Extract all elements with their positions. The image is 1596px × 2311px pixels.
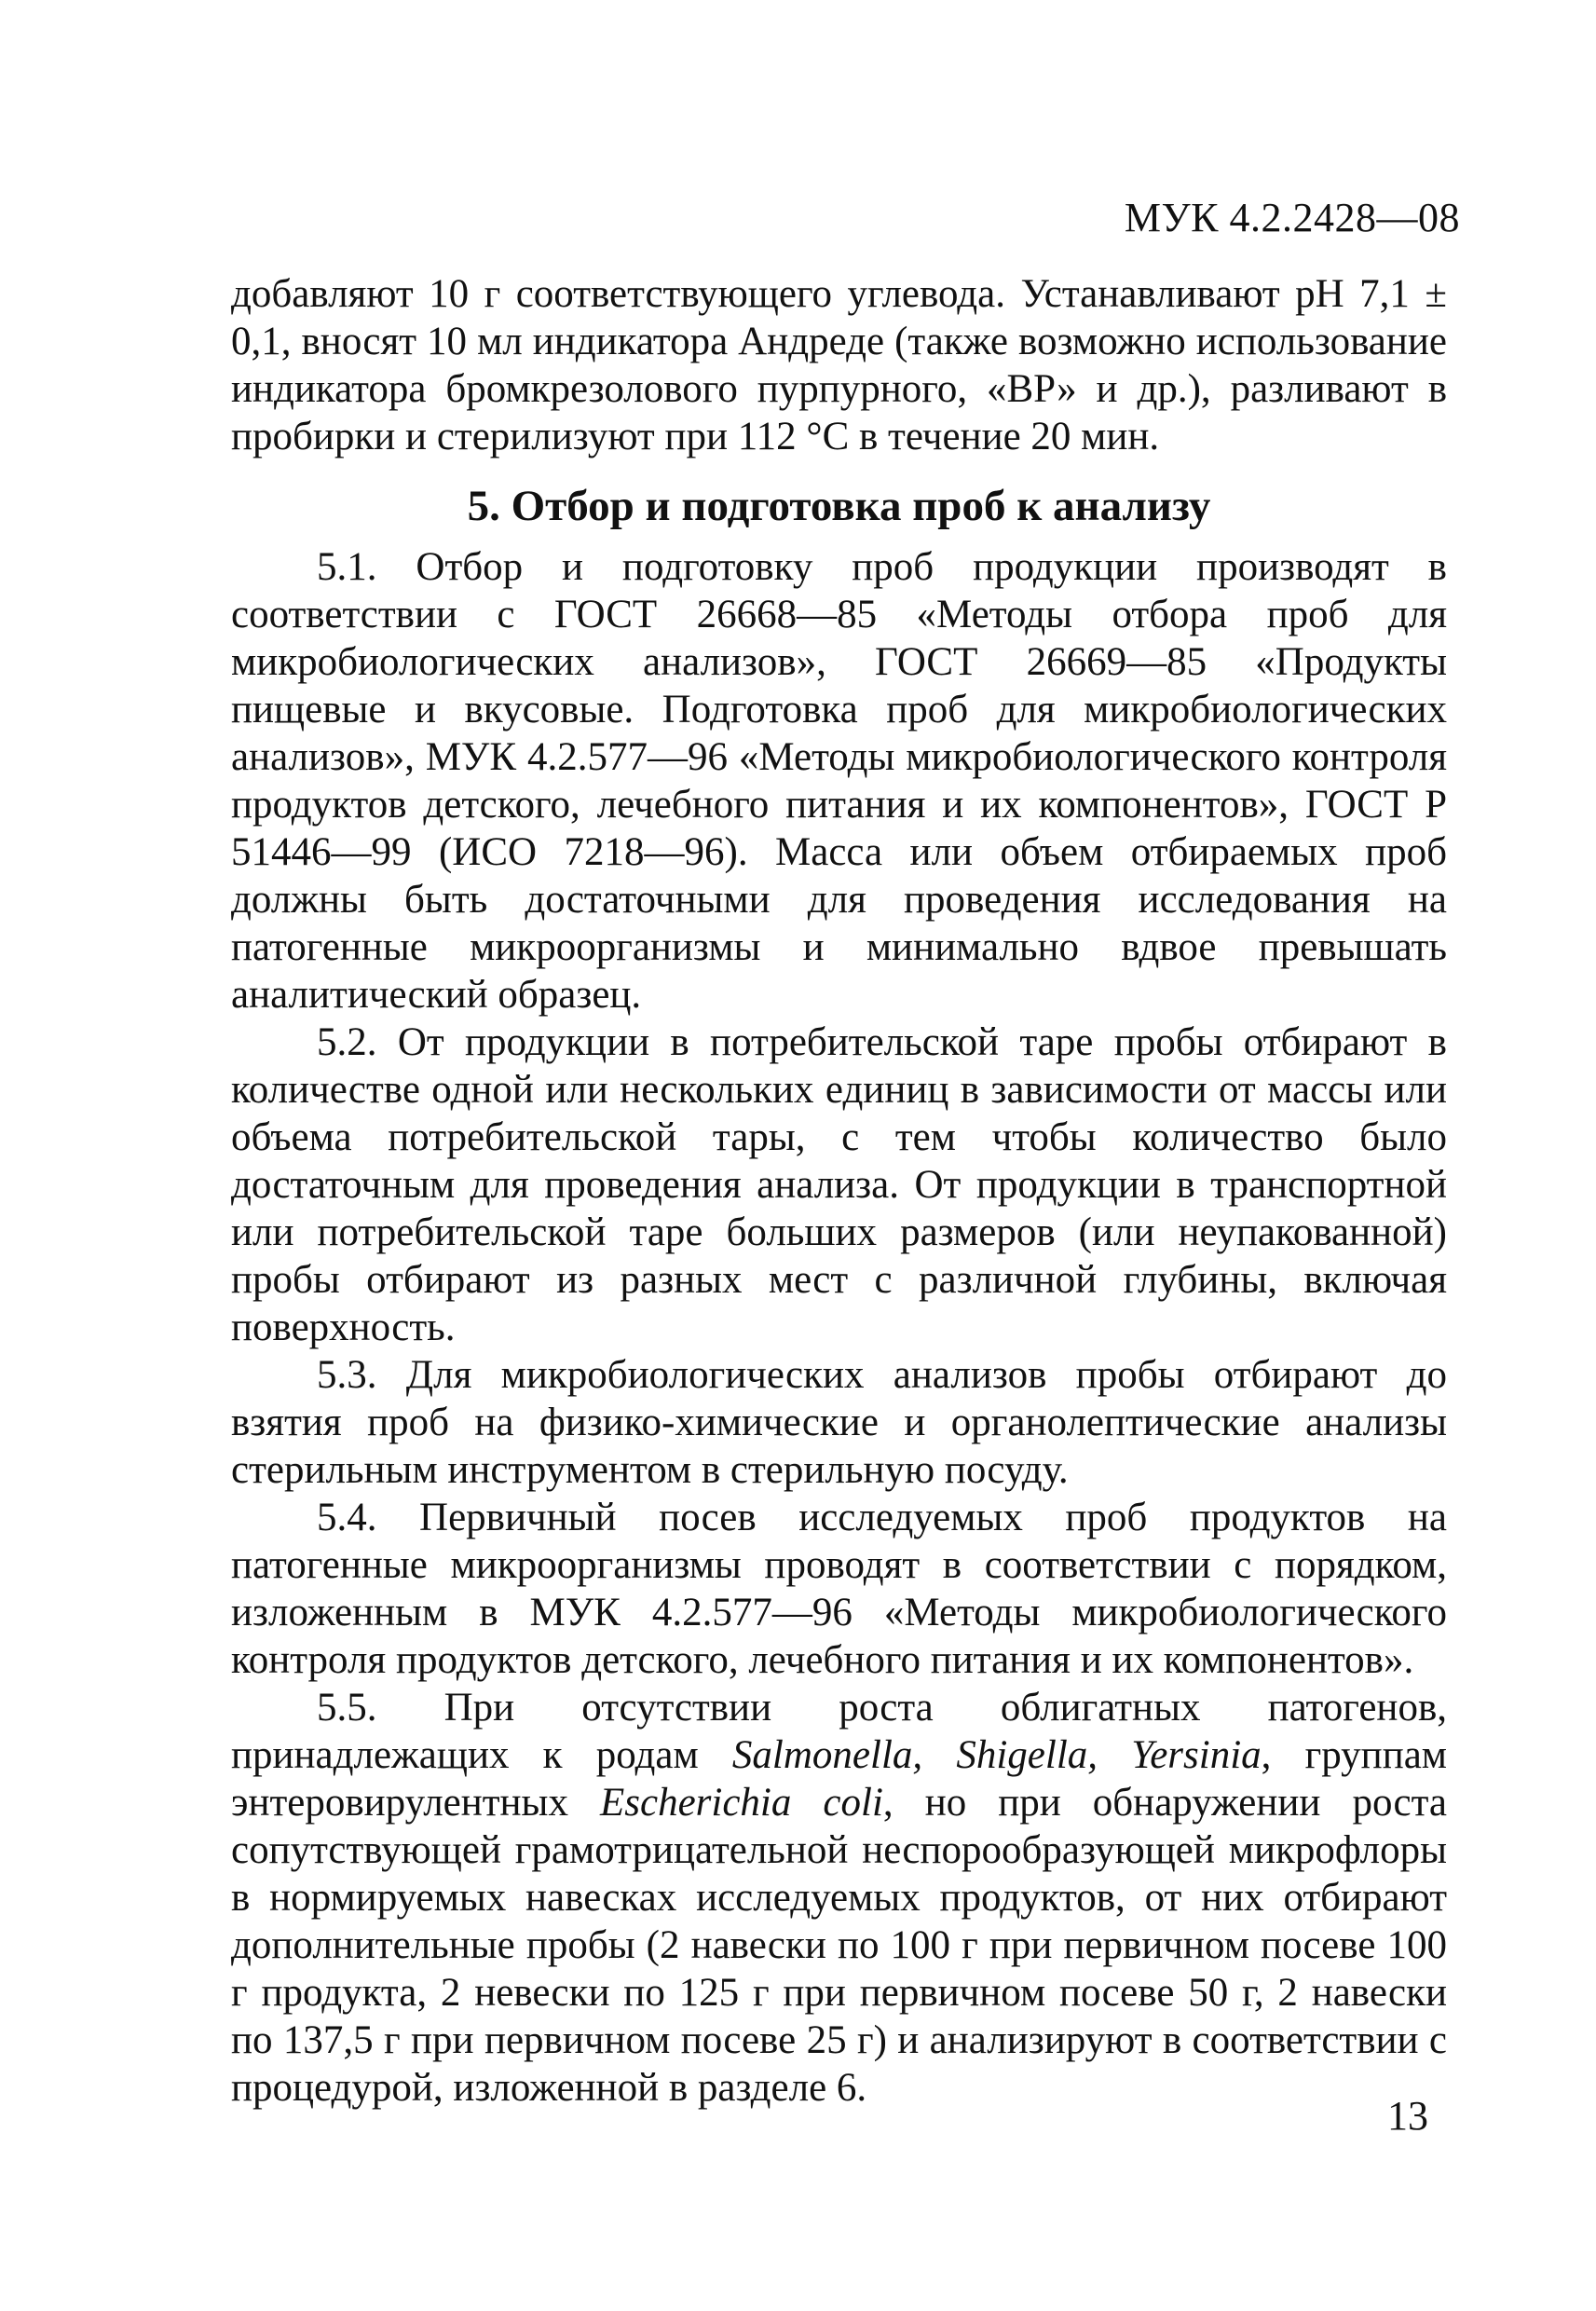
genus-yersinia: Yersinia	[1131, 1733, 1262, 1777]
paragraph-5-5-part2: , группам энтеровирулентных	[231, 1733, 1447, 1825]
intro-paragraph: добавляют 10 г соответствующего углевода. Устанавливают рН 7,1 ± 0,1, вносят 10 мл индикатора Андреде (также возможно использование индикатора бромкрезолового пурпурного, «ВР» и др.), разливают в пробирки и стерилизуют при 112 °С в течение 20 мин.	[231, 272, 1447, 458]
genus-salmonella: Salmonella,	[731, 1733, 923, 1777]
paragraph-5-5-part3: , но при обнаружении роста сопутствующей грамотрицательной неспорообразующей микрофлоры в нормируемых навесках исследуемых продуктов, от них отбирают дополнительные пробы (2 навески по 100 г при первичном посеве 100 г продукта, 2 невески по 125 г при первичном посеве 50 г, 2 навески по 137,5 г при первичном посеве 25 г) и анализируют в соответствии с процедурой, изложенной в разделе 6.	[231, 1781, 1447, 2110]
document-code-header: МУК 4.2.2428—08	[1124, 195, 1460, 240]
section-heading: 5. Отбор и подготовка проб к анализу	[467, 482, 1211, 530]
paragraph-5-5	[231, 1684, 1447, 2112]
paragraph-5-5-part1: 5.5. При отсутствии роста облигатных патогенов, принадлежащих к родам	[231, 1686, 1447, 1777]
paragraph-5-3: 5.3. Для микробиологических анализов пробы отбирают до взятия проб на физико-химические и органолептические анализы стерильным инструментом в стерильную посуду.	[231, 1353, 1447, 1492]
genus-shigella: Shigella,	[956, 1733, 1098, 1777]
paragraph-5-1: 5.1. Отбор и подготовку проб продукции производят в соответствии с ГОСТ 26668—85 «Методы отбора проб для микробиологических анализов», ГОСТ 26669—85 «Продукты пищевые и вкусовые. Подготовка проб для микробиологических анализов», МУК 4.2.577—96 «Методы микробиологического контроля продуктов детского, лечебного питания и их компонентов», ГОСТ Р 51446—99 (ИСО 7218—96). Масса или объем отбираемых проб должны быть достаточными для проведения исследования на патогенные микроорганизмы и минимально вдвое превышать аналитический образец.	[231, 545, 1447, 1017]
paragraph-5-2: 5.2. От продукции в потребительской таре пробы отбирают в количестве одной или нескольких единиц в зависимости от массы или объема потребительской тары, с тем чтобы количество было достаточным для проведения анализа. От продукции в транспортной или потребительской таре больших размеров (или неупакованной) пробы отбирают из разных мест с различной глубины, включая поверхность.	[231, 1020, 1447, 1349]
page-number: 13	[1387, 2093, 1428, 2139]
paragraph-5-4: 5.4. Первичный посев исследуемых проб продуктов на патогенные микроорганизмы проводят в соответствии с порядком, изложенным в МУК 4.2.577—96 «Методы микробиологического контроля продуктов детского, лечебного питания и их компонентов».	[231, 1496, 1447, 1682]
species-escherichia-coli: Escherichia coli	[600, 1781, 883, 1825]
document-body	[231, 270, 1447, 2112]
